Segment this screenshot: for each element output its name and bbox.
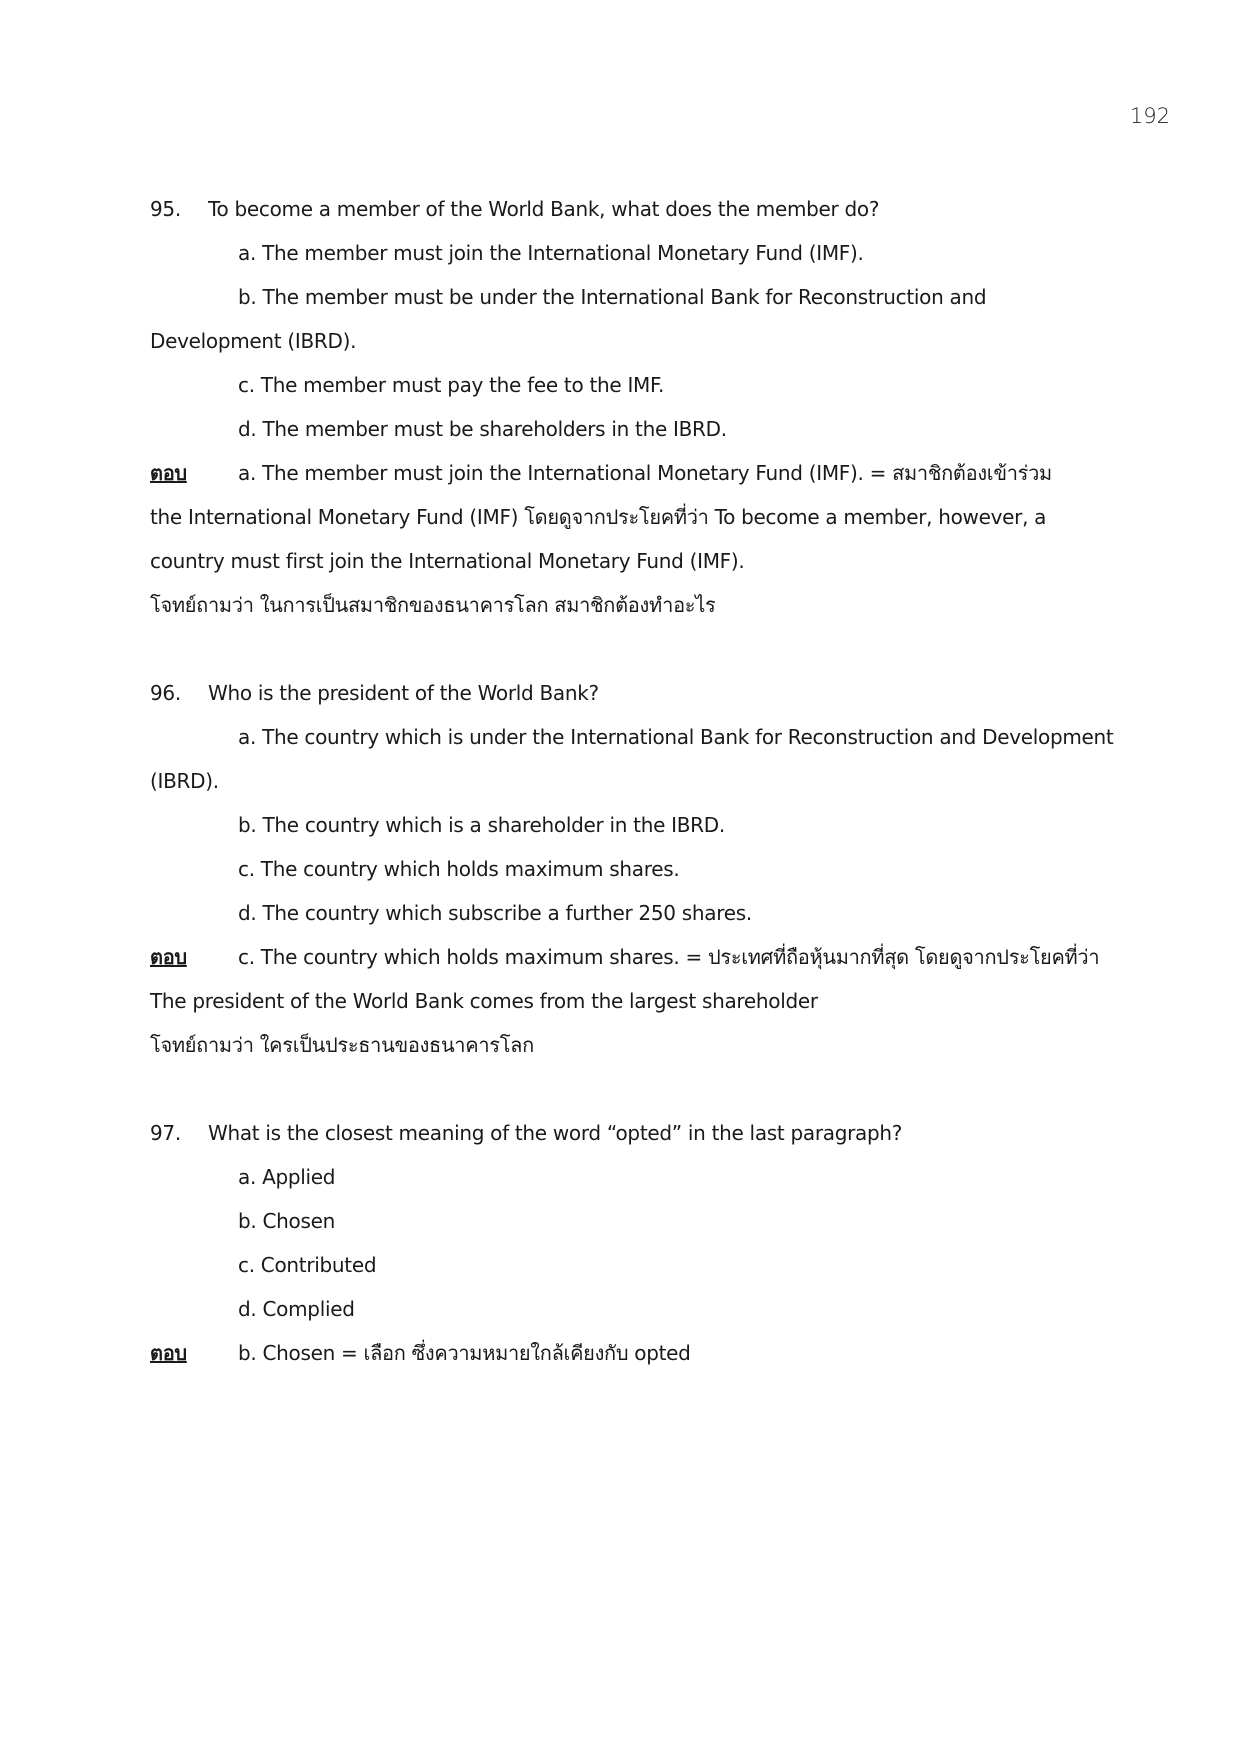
option-a-continued: (IBRD). (150, 769, 219, 793)
answer-line (150, 1340, 691, 1366)
option-d: d. The member must be shareholders in the IBRD. (238, 417, 727, 441)
answer-text-continued: The president of the World Bank comes from the largest shareholder (150, 989, 818, 1013)
option-b-continued: Development (IBRD). (150, 329, 357, 353)
question-number: 96. (150, 681, 181, 705)
answer-label: ตอบ (150, 945, 187, 969)
question-number: 95. (150, 197, 181, 221)
question-text: Who is the president of the World Bank? (208, 681, 599, 705)
option-a: a. The country which is under the International Bank for Reconstruction and Development (238, 725, 1114, 749)
question-number: 97. (150, 1121, 181, 1145)
option-c: c. The country which holds maximum shares. (238, 857, 680, 881)
option-b: b. The member must be under the International Bank for Reconstruction and (238, 285, 987, 309)
option-c: c. The member must pay the fee to the IMF. (238, 373, 665, 397)
question-stem (150, 680, 599, 706)
option-a: a. Applied (238, 1165, 336, 1189)
answer-label: ตอบ (150, 1341, 187, 1365)
option-a: a. The member must join the International Monetary Fund (IMF). (238, 241, 864, 265)
question-stem (150, 1120, 902, 1146)
answer-text: b. Chosen = เลือก ซึ่งความหมายใกล้เคียงกับ opted (238, 1341, 691, 1365)
option-b: b. Chosen (238, 1209, 335, 1233)
answer-line (150, 460, 1052, 486)
question-text: What is the closest meaning of the word “opted” in the last paragraph? (208, 1121, 903, 1145)
answer-text-continued: country must first join the International Monetary Fund (IMF). (150, 549, 745, 573)
answer-text: c. The country which holds maximum shares. = ประเทศที่ถือหุ้นมากที่สุด โดยดูจากประโยคที่ว่า (238, 945, 1100, 969)
option-d: d. The country which subscribe a further 250 shares. (238, 901, 752, 925)
option-d: d. Complied (238, 1297, 355, 1321)
answer-text: a. The member must join the International Monetary Fund (IMF). = สมาชิกต้องเข้าร่วม (238, 461, 1052, 485)
explanation: โจทย์ถามว่า ในการเป็นสมาชิกของธนาคารโลก สมาชิกต้องทำอะไร (150, 593, 716, 617)
option-c: c. Contributed (238, 1253, 377, 1277)
answer-label: ตอบ (150, 461, 187, 485)
explanation: โจทย์ถามว่า ใครเป็นประธานของธนาคารโลก (150, 1033, 534, 1057)
page-number: 192 (1129, 104, 1170, 128)
question-stem (150, 196, 879, 222)
question-text: To become a member of the World Bank, what does the member do? (208, 197, 880, 221)
option-b: b. The country which is a shareholder in the IBRD. (238, 813, 725, 837)
answer-line (150, 944, 1099, 970)
answer-text-continued: the International Monetary Fund (IMF) โดยดูจากประโยคที่ว่า To become a member, however, a (150, 505, 1047, 529)
